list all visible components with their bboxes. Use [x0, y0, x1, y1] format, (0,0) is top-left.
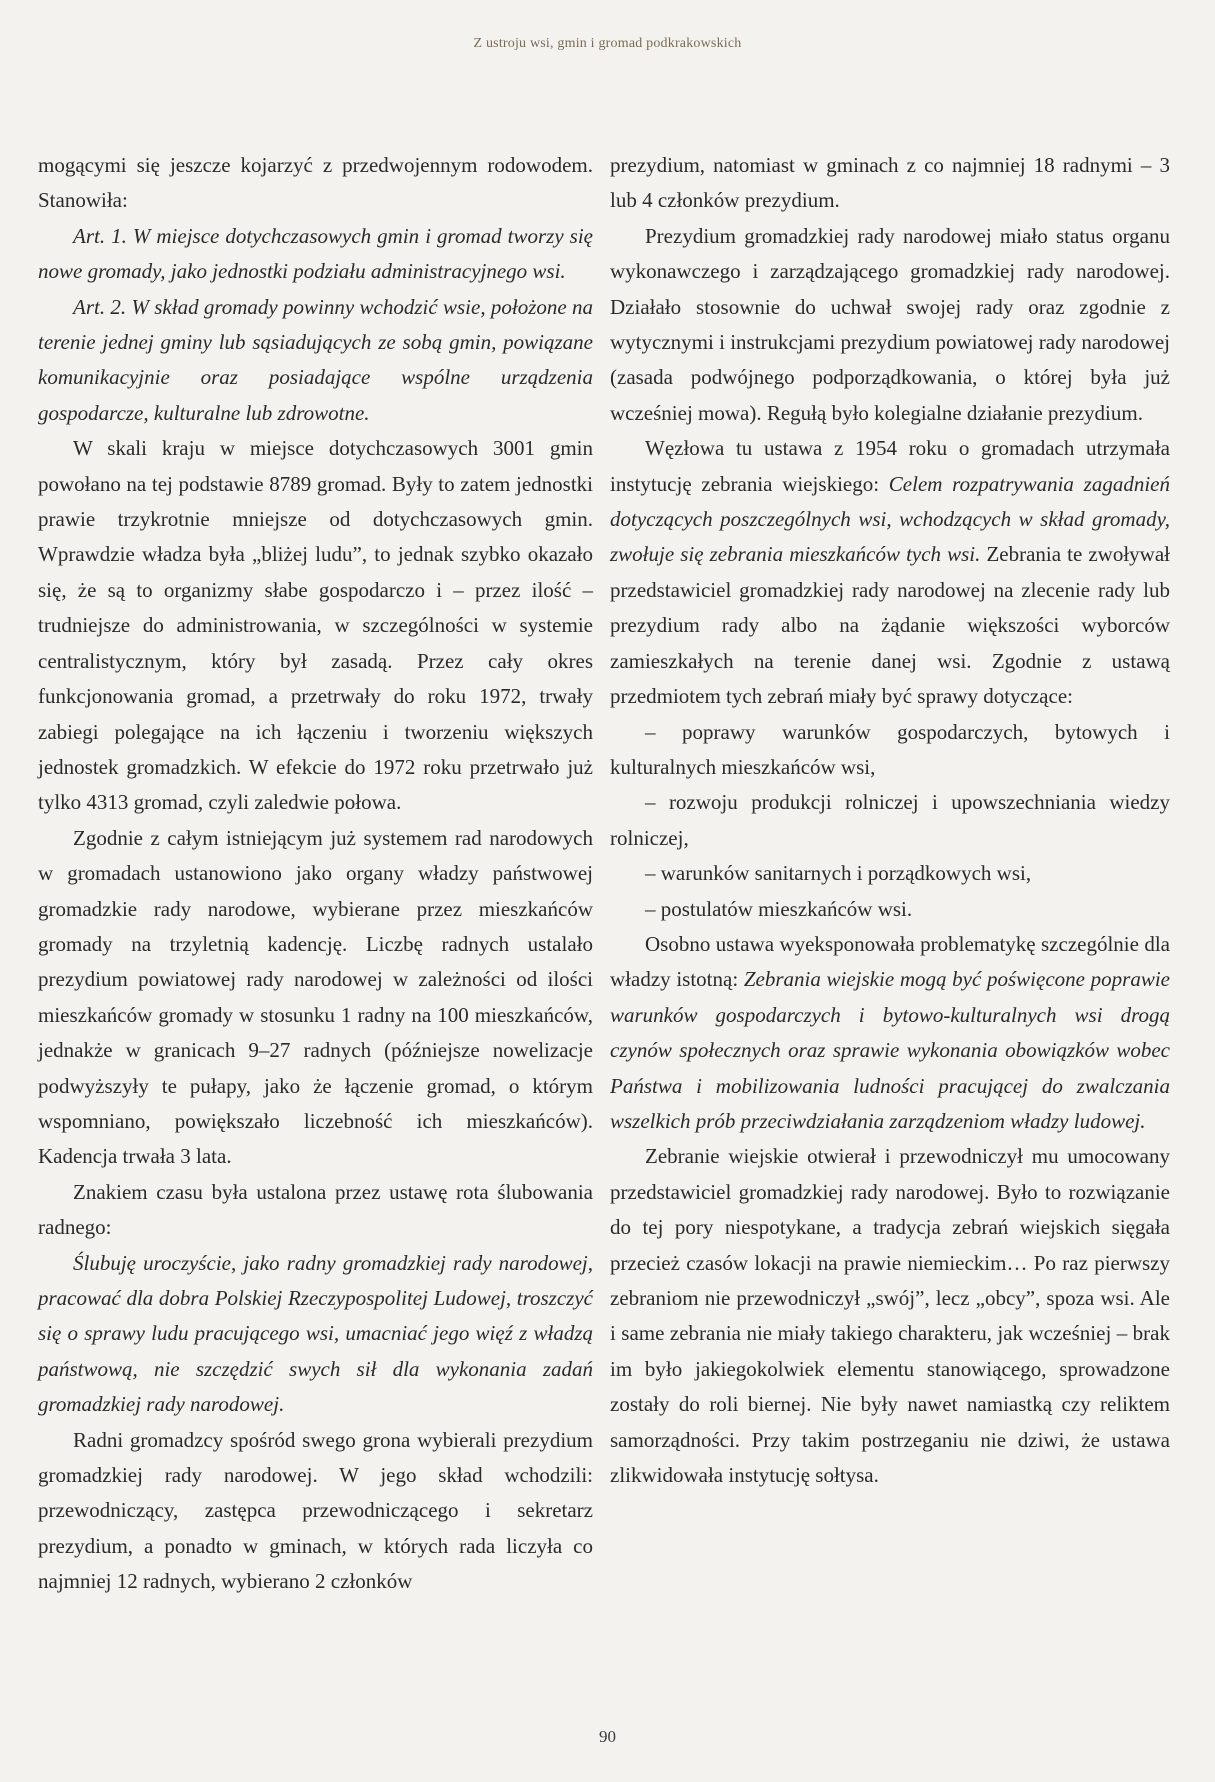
list-item: – poprawy warunków gospodarczych, bytowych i kulturalnych mieszkańców wsi,: [610, 719, 1170, 779]
list-item: – rozwoju produkcji rolniczej i upowszechniania wiedzy rolniczej,: [610, 790, 1170, 850]
paragraph: Zgodnie z całym istniejącym już systemem rad narodowych w gromadach ustanowiono jako organy władzy państwowej gromadzkie rady narodowe, wybierane przez mieszkańców gromady na trzyletnią kadencję. Liczbę radnych ustalało prezydium powiatowej rady narodowej w zależności od ilości mieszkańców gromady w stosunku 1 radny na 100 mieszkańców, jednakże w granicach 9–27 radnych (późniejsze nowelizacje podwyższyły te pułapy, jako że łączenie gromad, o którym wspomniano, powiększało liczebność ich mieszkańców). Kadencja trwała 3 lata.: [38, 825, 593, 1169]
list-item: – warunków sanitarnych i porządkowych wsi,: [645, 861, 1032, 886]
paragraph: mogącymi się jeszcze kojarzyć z przedwojennym rodowodem. Stanowiła:: [38, 153, 593, 213]
paragraph-lead: Osobno ustawa wyeksponowała problematykę szczególnie dla władzy istotną:: [610, 931, 1170, 992]
paragraph: Radni gromadzcy spośród swego grona wybierali prezydium gromadzkiej rady narodowej. W jego skład wchodzili: przewodniczący, zastępca przewodniczącego i sekretarz prezydium, a ponadto w gminach, w których rada liczyła co najmniej 12 radnych, wybierano 2 członków: [38, 1427, 593, 1594]
law-quote: Celem rozpatrywania zagadnień dotyczących poszczególnych wsi, wchodzących w skład gromady, zwołuje się zebrania mieszkańców tych wsi.: [610, 471, 1170, 567]
law-article-1: Art. 1. W miejsce dotychczasowych gmin i gromad tworzy się nowe gromady, jako jednostki podziału administracyjnego wsi.: [38, 223, 593, 284]
paragraph: prezydium, natomiast w gminach z co najmniej 18 radnymi – 3 lub 4 członków prezydium.: [610, 153, 1170, 213]
left-column: [38, 148, 593, 1600]
list-item: – postulatów mieszkańców wsi.: [645, 896, 913, 921]
page-number: 90: [599, 1727, 616, 1746]
paragraph: [610, 431, 1170, 714]
law-quote: Zebrania wiejskie mogą być poświęcone poprawie warunków gospodarczych i bytowo-kulturalnych wsi drogą czynów społecznych oraz sprawie wykonania obowiązków wobec Państwa i mobilizowania ludności pracującej do zwalczania wszelkich prób przeciwdziałania zarządzeniom władzy ludowej.: [610, 967, 1170, 1133]
paragraph: Znakiem czasu była ustalona przez ustawę rota ślubowania radnego:: [38, 1179, 593, 1240]
law-article-2: Art. 2. W skład gromady powinny wchodzić wsie, położone na terenie jednej gminy lub sąsiadujących ze sobą gmin, powiązane komunikacyjnie oraz posiadające wspólne urządzenia gospodarcze, kulturalne lub zdrowotne.: [38, 294, 593, 425]
paragraph: Zebranie wiejskie otwierał i przewodniczył mu umocowany przedstawiciel gromadzkiej rady narodowej. Było to rozwiązanie do tej pory niespotykane, a tradycja zebrań wiejskich sięgała przecież czasów lokacji na prawie niemieckim… Po raz pierwszy zebraniom nie przewodniczył „swój”, lecz „obcy”, spoza wsi. Ale i same zebrania nie miały takiego charakteru, jak wcześniej – brak im było jakiegokolwiek elementu stanowiącego, sprowadzone zostały do roli biernej. Nie były nawet namiastką czy reliktem samorządności. Przy takim postrzeganiu nie dziwi, że ustawa zlikwidowała instytucję sołtysa.: [610, 1144, 1170, 1488]
oath-quote: Ślubuję uroczyście, jako radny gromadzkiej rady narodowej, pracować dla dobra Polskiej Rzeczypospolitej Ludowej, troszczyć się o sprawy ludu pracującego wsi, umacniać jego więź z władzą państwową, nie szczędzić swych sił dla wykonania zadań gromadzkiej rady narodowej.: [38, 1250, 593, 1417]
running-head: Z ustroju wsi, gmin i gromad podkrakowskich: [473, 36, 742, 51]
paragraph-tail: Zebrania te zwoływał przedstawiciel gromadzkiej rady narodowej na zlecenie rady lub prezydium rady albo na żądanie większości wyborców zamieszkałych na terenie danej wsi. Zgodnie z ustawą przedmiotem tych zebrań miały być sprawy dotyczące:: [610, 542, 1170, 709]
paragraph-lead: Węzłowa tu ustawa z 1954 roku o gromadach utrzymała instytucję zebrania wiejskiego:: [610, 436, 1170, 496]
paragraph: Prezydium gromadzkiej rady narodowej miało status organu wykonawczego i zarządzającego gromadzkiej rady narodowej. Działało stosownie do uchwał swojej rady oraz zgodnie z wytycznymi i instrukcjami prezydium powiatowej rady narodowej (zasada podwójnego podporządkowania, o której była już wcześniej mowa). Regułą było kolegialne działanie prezydium.: [610, 223, 1170, 425]
paragraph: [610, 927, 1170, 1139]
paragraph: W skali kraju w miejsce dotychczasowych 3001 gmin powołano na tej podstawie 8789 gromad. Były to zatem jednostki prawie trzykrotnie mniejsze od dotychczasowych gmin. Wprawdzie władza była „bliżej ludu”, to jednak szybko okazało się, że są to organizmy słabe gospodarczo i – przez ilość – trudniejsze do administrowania, w szczególności w systemie centralistycznym, który był zasadą. Przez cały okres funkcjonowania gromad, a przetrwały do roku 1972, trwały zabiegi polegające na ich łączeniu i tworzeniu większych jednostek gromadzkich. W efekcie do 1972 roku przetrwało już tylko 4313 gromad, czyli zaledwie połowa.: [38, 436, 593, 815]
right-column: [610, 148, 1170, 1493]
